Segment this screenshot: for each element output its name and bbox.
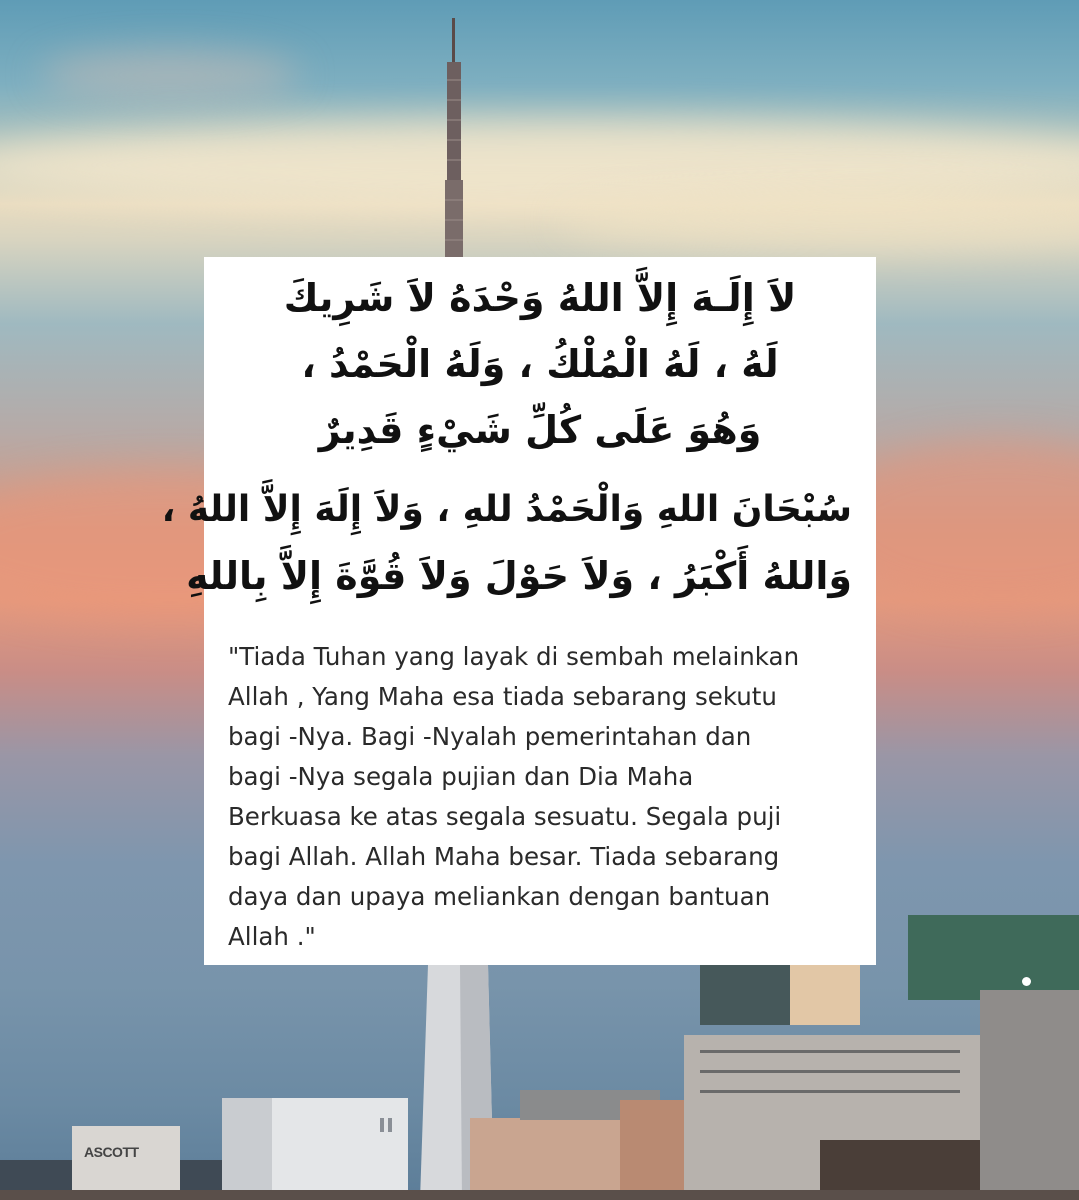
malay-translation <box>228 637 858 957</box>
ascott-sign <box>72 1126 180 1190</box>
arabic-line-3: وَهُوَ عَلَى كُلِّ شَيْءٍ قَدِيرٌ <box>318 408 762 452</box>
translation-line: Allah ." <box>228 922 316 951</box>
translation-line: daya dan upaya meliankan dengan bantuan <box>228 882 771 911</box>
translation-line: bagi -Nya. Bagi -Nyalah pemerintahan dan <box>228 722 752 751</box>
translation-line: bagi -Nya segala pujian dan Dia Maha <box>228 762 694 791</box>
arabic-line-1: لاَ إِلَـهَ إِلاَّ اللهُ وَحْدَهُ لاَ شَرِيكَ <box>283 276 797 320</box>
ascott-sign-text: ASCOTT <box>84 1144 139 1160</box>
translation-line: Berkuasa ke atas segala sesuatu. Segala puji <box>228 802 782 831</box>
arabic-line-4: سُبْحَانَ اللهِ وَالْحَمْدُ للهِ ، وَلاَ إِلَهَ إِلاَّ اللهُ ، <box>161 489 852 530</box>
arabic-line-2: لَهُ ، لَهُ الْمُلْكُ ، وَلَهُ الْحَمْدُ ، <box>301 342 779 386</box>
arabic-line-5: وَاللهُ أَكْبَرُ ، وَلاَ حَوْلَ وَلاَ قُوَّةَ إِلاَّ بِاللهِ <box>186 554 852 598</box>
translation-line: Allah , Yang Maha esa tiada sebarang sekutu <box>228 682 777 711</box>
translation-line: "Tiada Tuhan yang layak di sembah melainkan <box>228 642 800 671</box>
translation-line: bagi Allah. Allah Maha besar. Tiada sebarang <box>228 842 780 871</box>
white-dot <box>1022 977 1031 986</box>
dua-card <box>161 257 876 965</box>
